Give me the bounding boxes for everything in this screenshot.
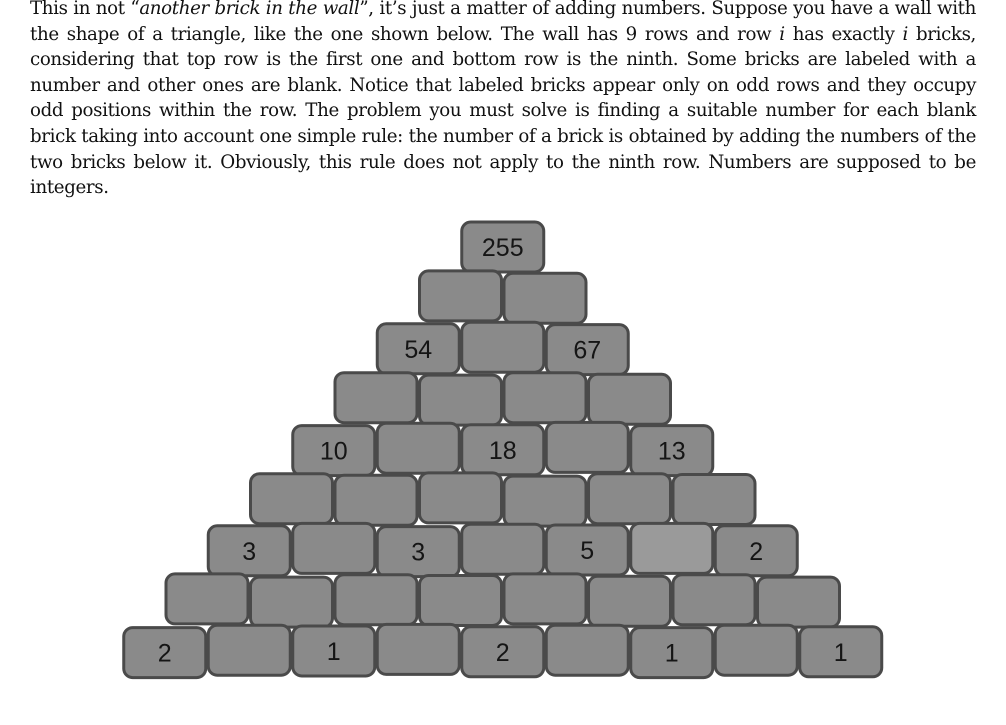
brick-number: 67 xyxy=(573,336,602,365)
brick-labeled xyxy=(462,627,544,677)
brick-shape xyxy=(420,375,502,425)
brick-blank xyxy=(462,322,544,372)
brick-shape xyxy=(420,473,502,523)
brick-shape xyxy=(377,423,459,473)
brick-labeled xyxy=(546,525,628,575)
brick-labeled xyxy=(208,526,290,576)
brick-shape xyxy=(673,575,755,625)
brick-blank xyxy=(673,475,755,525)
song-title: another brick in the wall xyxy=(139,0,360,19)
brick-shape xyxy=(504,574,586,624)
brick-number: 3 xyxy=(411,538,426,567)
brick-blank xyxy=(420,271,502,321)
brick-number: 1 xyxy=(326,638,341,666)
brick-shape xyxy=(589,474,671,524)
brick-shape xyxy=(715,625,797,675)
brick-number: 54 xyxy=(404,335,433,364)
statement-part-1: This in not “ xyxy=(30,0,140,19)
brick-blank xyxy=(546,422,628,472)
brick-shape xyxy=(420,271,502,321)
brick-labeled xyxy=(462,222,544,272)
brick-number: 18 xyxy=(488,436,517,465)
brick-blank xyxy=(420,576,502,626)
brick-blank xyxy=(504,574,586,624)
brick-shape xyxy=(335,373,417,423)
brick-blank xyxy=(589,576,671,626)
brick-blank xyxy=(462,524,544,574)
brick-blank xyxy=(420,375,502,425)
statement-part-4: bricks, considering that top row is the first one and bottom row is the ninth. Some bricks are labeled with a number and other ones are blank. Notice that labeled bricks appear only on odd rows and they occupy odd positions within the row. The problem you must solve is finding a suitable number for each blank brick taking into account one simple rule: the number of a brick is obtained by adding the numbers of the two bricks below it. Obviously, this rule does not apply to the ninth row. Numbers are supposed to be integers. xyxy=(30,23,976,199)
brick-blank xyxy=(589,374,671,424)
brick-row-2 xyxy=(420,271,587,323)
brick-blank xyxy=(251,474,333,524)
brick-shape xyxy=(589,374,671,424)
brick-blank xyxy=(504,373,586,423)
brick-blank xyxy=(166,574,248,624)
brick-blank xyxy=(377,423,459,473)
variable-i: i xyxy=(902,23,908,45)
brick-labeled xyxy=(631,426,713,476)
brick-labeled xyxy=(800,627,882,677)
brick-labeled xyxy=(715,526,797,576)
brick-blank xyxy=(504,476,586,526)
brick-shape xyxy=(377,624,459,674)
brick-shape xyxy=(462,524,544,574)
brick-labeled xyxy=(631,628,713,678)
variable-i: i xyxy=(779,23,785,45)
brick-shape xyxy=(504,273,586,323)
brick-number: 2 xyxy=(157,639,172,668)
brick-shape xyxy=(293,523,375,573)
brick-blank xyxy=(377,624,459,674)
brick-shape xyxy=(462,322,544,372)
brick-number: 255 xyxy=(481,234,524,262)
brick-number: 3 xyxy=(242,537,257,566)
brick-blank xyxy=(335,575,417,625)
brick-labeled xyxy=(377,324,459,374)
brick-blank xyxy=(673,575,755,625)
brick-row-5 xyxy=(293,422,713,475)
brick-labeled xyxy=(293,426,375,476)
brick-shape xyxy=(251,577,333,627)
statement-part-2: ”, it’s just a matter of adding numbers. Suppose you have a wall with the shape of a triangle, like the one shown below. The wall has 9 rows and row xyxy=(30,0,976,45)
brick-shape xyxy=(251,474,333,524)
brick-row-6 xyxy=(251,473,756,526)
brick-blank xyxy=(758,577,840,627)
brick-shape xyxy=(335,475,417,525)
brick-blank xyxy=(715,625,797,675)
brick-row-4 xyxy=(335,373,671,425)
brick-blank xyxy=(546,625,628,675)
brick-shape xyxy=(631,523,713,573)
brick-labeled xyxy=(546,325,628,375)
brick-number: 2 xyxy=(749,537,764,566)
statement-part-3: has exactly xyxy=(784,23,903,45)
brick-shape xyxy=(504,373,586,423)
brick-blank xyxy=(631,523,713,573)
brick-blank xyxy=(335,373,417,423)
brick-row-7 xyxy=(208,523,797,576)
brick-number: 2 xyxy=(495,638,510,667)
brick-row-1 xyxy=(462,222,544,272)
brick-row-9 xyxy=(124,624,882,677)
brick-blank xyxy=(208,625,290,675)
brick-labeled xyxy=(462,425,544,475)
brick-number: 1 xyxy=(664,639,679,668)
brick-number: 10 xyxy=(319,437,348,466)
brick-shape xyxy=(673,475,755,525)
brick-number: 13 xyxy=(657,437,686,466)
brick-row-8 xyxy=(166,574,840,627)
brick-shape xyxy=(335,575,417,625)
brick-blank xyxy=(589,474,671,524)
brick-shape xyxy=(420,576,502,626)
brick-shape xyxy=(546,422,628,472)
brick-blank xyxy=(335,475,417,525)
brick-labeled xyxy=(124,628,206,678)
brick-number: 1 xyxy=(833,638,848,667)
brick-shape xyxy=(166,574,248,624)
brick-shape xyxy=(546,625,628,675)
brick-number: 5 xyxy=(580,537,595,565)
brick-row-3 xyxy=(377,322,628,374)
brick-labeled xyxy=(377,527,459,577)
brick-blank xyxy=(251,577,333,627)
brick-blank xyxy=(504,273,586,323)
brick-blank xyxy=(293,523,375,573)
brick-shape xyxy=(504,476,586,526)
brick-shape xyxy=(208,625,290,675)
brick-shape xyxy=(758,577,840,627)
brick-shape xyxy=(589,576,671,626)
brick-blank xyxy=(420,473,502,523)
brick-labeled xyxy=(293,626,375,676)
